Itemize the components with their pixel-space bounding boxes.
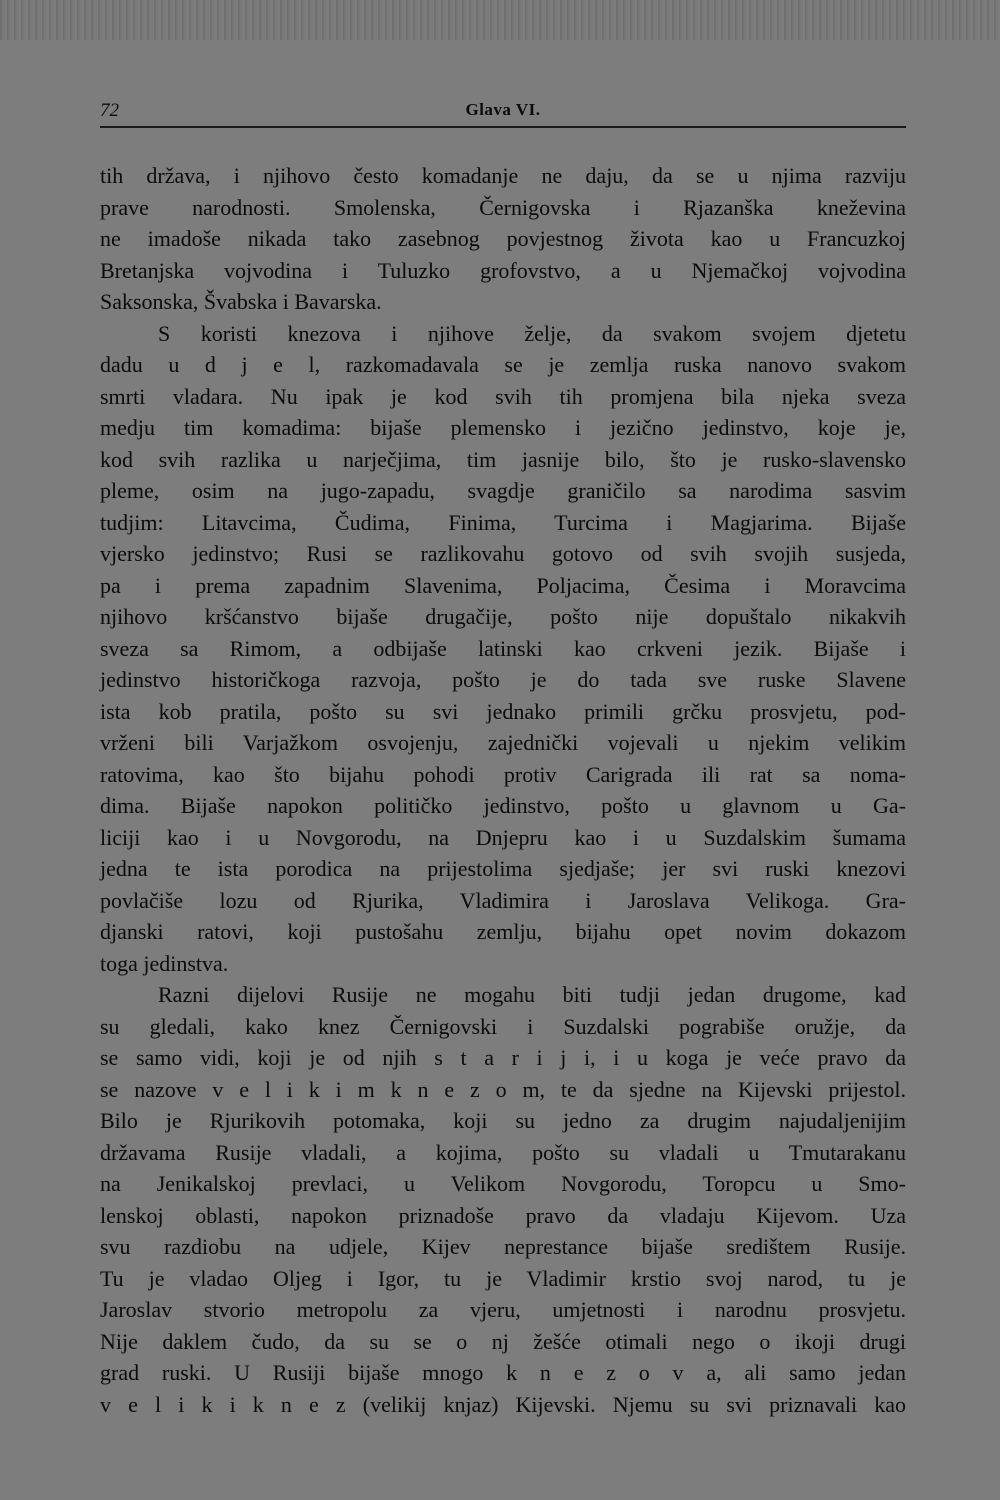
text-line: jedna te ista porodica na prijestolima sjedjaše; jer svi ruski knezovi [100,856,906,881]
text-line: djanski ratovi, koji pustošahu zemlju, bijahu opet novim dokazom [100,919,906,944]
text-line: se samo vidi, koji je od njih s t a r i j i, i u koga je veće pravo da [100,1045,906,1070]
text-line: v e l i k i k n e z (velikij knjaz) Kijevski. Njemu su svi priznavali kao [100,1391,906,1417]
text-line: državama Rusije vladali, a kojima, pošto su vladali u Tmutarakanu [100,1139,906,1165]
text-line: Tu je vladao Oljeg i Igor, tu je Vladimir krstio svoj narod, tu je [100,1265,906,1291]
chapter-heading: Glava VI. [465,100,541,119]
text-line: vrženi bili Varjažkom osvojenju, zajednički vojevali u njekim velikim [100,730,906,755]
text-line: lenskoj oblasti, napokon priznadoše pravo da vladaju Kijevom. Uza [100,1202,906,1228]
text-line: ista kob pratila, pošto su svi jednako primili grčku prosvjetu, pod- [100,698,906,724]
text-line: dadu u d j e l, razkomadavala se je zemlja ruska nanovo svakom [100,352,906,377]
page-header [100,96,906,128]
text-line: Jaroslav stvorio metropolu za vjeru, umjetnosti i narodnu prosvjetu. [100,1297,906,1322]
text-line: tih država, i njihovo često komadanje ne daju, da se u njima razviju [100,163,906,188]
text-line: Saksonska, Švabska i Bavarska. [100,289,382,314]
text-line: Bretanjska vojvodina i Tuluzko grofovstvo, a u Njemačkoj vojvodina [100,257,906,283]
text-line: dima. Bijaše napokon političko jedinstvo, pošto u glavnom u Ga- [100,793,906,818]
text-line: Razni dijelovi Rusije ne mogahu biti tudji jedan drugome, kad [158,982,906,1007]
text-line: medju tim komadima: bijaše plemensko i jezično jedinstvo, koje je, [100,415,906,440]
text-line: grad ruski. U Rusiji bijaše mnogo k n e z o v a, ali samo jedan [100,1360,906,1385]
text-line: pa i prema zapadnim Slavenima, Poljacima, Česima i Moravcima [100,572,906,598]
text-line: S koristi knezova i njihove želje, da svakom svojem djetetu [158,320,906,346]
text-line: prave narodnosti. Smolenska, Černigovska i Rjazanška kneževina [100,194,906,220]
text-line: tudjim: Litavcima, Čudima, Finima, Turcima i Magjarima. Bijaše [100,509,906,535]
text-line: ratovima, kao što bijahu pohodi protiv Carigrada ili rat sa noma- [100,761,906,787]
text-line: liciji kao i u Novgorodu, na Dnjepru kao i u Suzdalskim šumama [100,824,906,850]
text-line: pleme, osim na jugo-zapadu, svagdje graničilo sa narodima sasvim [100,478,906,503]
text-line: smrti vladara. Nu ipak je kod svih tih promjena bila njeka sveza [100,383,906,409]
text-line: kod svih razlika u narječjima, tim jasnije bilo, što je rusko-slavensko [100,446,906,472]
text-line: jedinstvo historičkoga razvoja, pošto je do tada sve ruske Slavene [100,667,906,692]
text-line: povlačiše lozu od Rjurika, Vladimira i Jaroslava Velikoga. Gra- [100,887,906,913]
text-line: njihovo kršćanstvo bijaše drugačije, pošto nije dopuštalo nikakvih [100,604,906,629]
text-line: Bilo je Rjurikovih potomaka, koji su jedno za drugim najudaljenijim [100,1108,906,1133]
text-line: na Jenikalskoj prevlaci, u Velikom Novgorodu, Toropcu u Smo- [100,1171,906,1196]
text-line: Nije daklem čudo, da su se o nj žešće otimali nego o ikoji drugi [100,1328,906,1354]
text-line: svu razdiobu na udjele, Kijev neprestance bijaše središtem Rusije. [100,1234,906,1259]
body-text [100,160,906,1420]
text-line: toga jedinstva. [100,950,229,976]
text-line: sveza sa Rimom, a odbijaše latinski kao crkveni jezik. Bijaše i [100,635,906,661]
scan-edge-noise [0,0,1000,40]
text-line: su gledali, kako knez Černigovski i Suzdalski pograbiše oružje, da [100,1013,906,1039]
text-line: vjersko jedinstvo; Rusi se razlikovahu gotovo od svih svojih susjeda, [100,541,906,566]
page-number: 72 [100,100,119,121]
text-line: ne imadoše nikada tako zasebnog povjestnog života kao u Francuzkoj [100,226,906,251]
text-line: se nazove v e l i k i m k n e z o m, te da sjedne na Kijevski prijestol. [100,1076,906,1102]
